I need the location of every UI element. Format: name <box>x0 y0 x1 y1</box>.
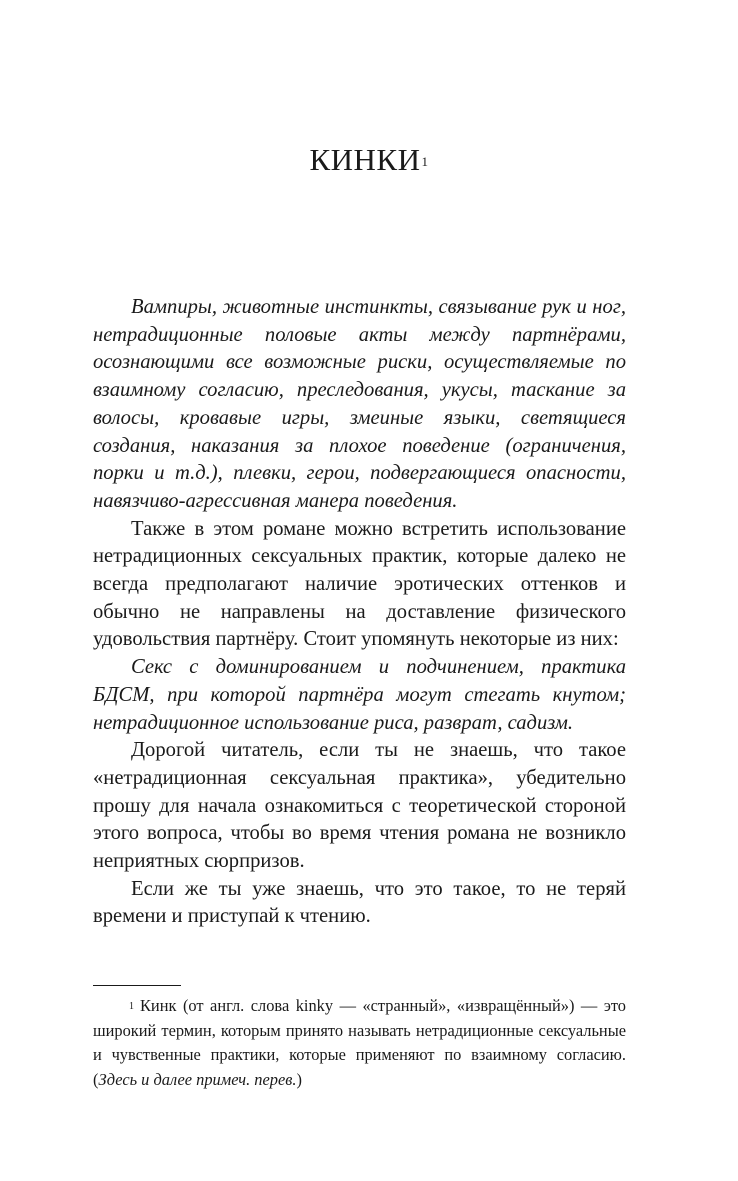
chapter-title <box>0 140 738 180</box>
chapter-body <box>93 294 626 931</box>
footnote-mark: 1 <box>129 1001 134 1012</box>
chapter-title-text: КИНКИ <box>309 142 421 177</box>
paragraph-practices-list: Секс с доминированием и подчинением, практика БДСМ, при которой партнёра могут стегать кнутом; нетрадиционное использование риса, разврат, садизм. <box>93 656 626 734</box>
footnote <box>93 994 626 1092</box>
title-footnote-mark: 1 <box>421 154 429 169</box>
footnote-translator-note: Здесь и далее примеч. перев. <box>98 1069 297 1089</box>
footnote-divider <box>93 985 181 986</box>
paragraph-practices-intro: Также в этом романе можно встретить использование нетрадиционных сексуальных практик, которые далеко не всегда предполагают наличие эротических оттенков и обычно не направлены на доставление физического удовольствия партнёру. Стоит упомянуть некоторые из них: <box>93 517 626 651</box>
paragraph-reader-warning: Дорогой читатель, если ты не знаешь, что такое «нетрадиционная сексуальная практика», убедительно прошу для начала ознакомиться с теоретической стороной этого вопроса, чтобы во время чтения романа не возникло неприятных сюрпризов. <box>93 739 626 873</box>
footnote-text: Кинк (от англ. слова kinky — «странный», «извращённый») — это широкий термин, которым принято называть нетрадиционные сексуальные и чувственные практики, которые применяют по взаимному согласию. ( <box>93 996 626 1089</box>
paragraph-reader-invitation: Если же ты уже знаешь, что это такое, то не теряй времени и приступай к чтению. <box>93 877 626 928</box>
footnote-close-paren: ) <box>296 1069 302 1089</box>
paragraph-kinks-list: Вампиры, животные инстинкты, связывание рук и ног, нетрадиционные половые акты между партнёрами, осознающими все возможные риски, осуществляемые по взаимному согласию, преследования, укусы, таскание за волосы, кровавые игры, змеиные языки, светящиеся создания, наказания за плохое поведение (ограничения, порки и т.д.), плевки, герои, подвергающиеся опасности, навязчиво-агрессивная манера поведения. <box>93 296 626 512</box>
